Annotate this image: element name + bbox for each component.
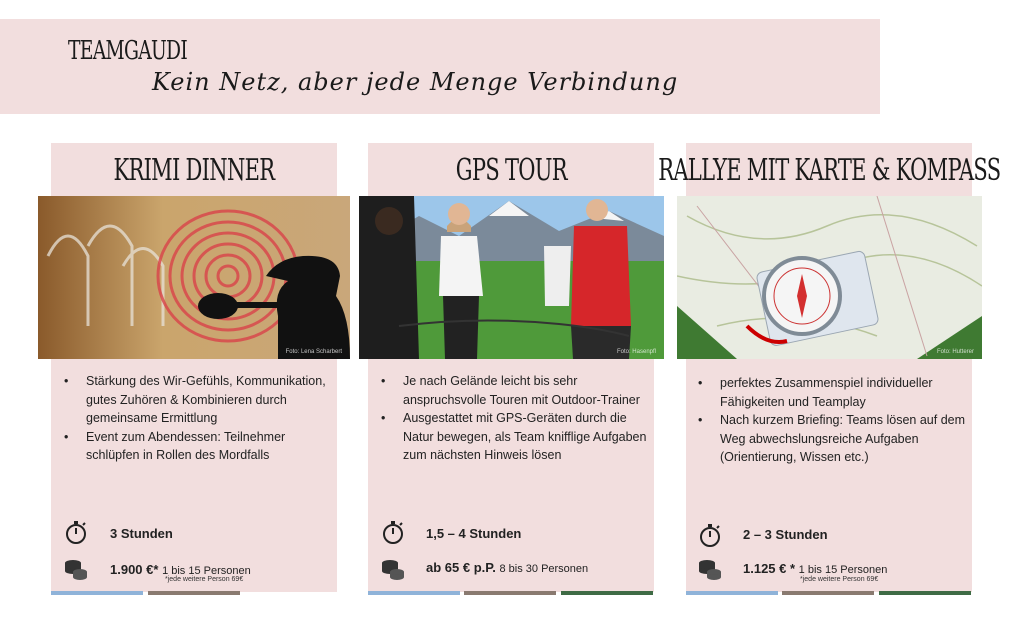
card-title: RALLYE MIT KARTE & KOMPASS [657, 152, 1001, 188]
photo-gps-tour [359, 196, 664, 359]
price: 1.125 € * [743, 561, 796, 576]
price: ab 65 € p.P. [426, 560, 496, 575]
stopwatch-icon [697, 522, 723, 548]
header-banner [0, 19, 880, 114]
coins-icon [63, 555, 89, 581]
price-footnote: *jede weitere Person 69€ [165, 576, 244, 583]
duration: 3 Stunden [110, 526, 173, 541]
price: 1.900 €* [110, 562, 159, 577]
group-size: 1 bis 15 Personen [798, 564, 888, 576]
stopwatch-icon [380, 519, 406, 545]
photo-rallye [677, 196, 982, 359]
list-item: • Stärkung des Wir-Gefühls, Kommunikation, gutes Zuhören & Kombinieren durch gemeinsame Ermittlung [86, 372, 326, 428]
card-header-krimi-dinner [51, 143, 337, 197]
accent-bar-taupe [782, 591, 874, 595]
price-line [110, 562, 251, 577]
coins-icon [380, 555, 406, 581]
group-size: 8 bis 30 Personen [499, 563, 589, 575]
brand-title: TEAMGAUDI [68, 36, 188, 66]
group-size: 1 bis 15 Personen [162, 565, 251, 577]
photo-credit: Foto: Hutterer [936, 349, 974, 355]
feature-list [720, 374, 972, 467]
accent-bar-blue [51, 591, 143, 595]
tagline: Kein Netz, aber jede Menge Verbindung [152, 68, 679, 96]
coins-icon [697, 555, 723, 581]
card-title: GPS TOUR [455, 152, 567, 188]
list-item: • perfektes Zusammenspiel individueller Fähigkeiten und Teamplay [720, 374, 972, 411]
list-item: • Nach kurzem Briefing: Teams lösen auf dem Weg abwechslungsreiche Aufgaben (Orientierung, Wissen etc.) [720, 411, 972, 467]
price-line [426, 560, 588, 575]
accent-bar-green [879, 591, 971, 595]
card-header-rallye [657, 143, 1001, 197]
card-header-gps-tour [368, 143, 654, 197]
list-item: • Event zum Abendessen: Teilnehmer schlüpfen in Rollen des Mordfalls [86, 428, 326, 465]
accent-bar-taupe [148, 591, 240, 595]
accent-bar-blue [368, 591, 460, 595]
duration: 1,5 – 4 Stunden [426, 526, 522, 541]
price-footnote: *jede weitere Person 69€ [800, 576, 879, 583]
feature-list [403, 372, 648, 465]
photo-credit: Foto: Lena Scharbert [285, 349, 342, 355]
card-title: KRIMI DINNER [113, 152, 275, 188]
feature-list [86, 372, 326, 465]
photo-krimi-dinner [38, 196, 350, 359]
price-line [743, 561, 887, 576]
accent-bar-blue [686, 591, 778, 595]
duration: 2 – 3 Stunden [743, 527, 828, 542]
accent-bar-taupe [464, 591, 556, 595]
stopwatch-icon [63, 519, 89, 545]
list-item: • Ausgestattet mit GPS-Geräten durch die Natur bewegen, als Team knifflige Aufgaben zum nächsten Hinweis lösen [403, 409, 648, 465]
accent-bar-green [561, 591, 653, 595]
photo-credit: Foto: Hasenpfl [616, 349, 656, 355]
list-item: • Je nach Gelände leicht bis sehr anspruchsvolle Touren mit Outdoor-Trainer [403, 372, 648, 409]
